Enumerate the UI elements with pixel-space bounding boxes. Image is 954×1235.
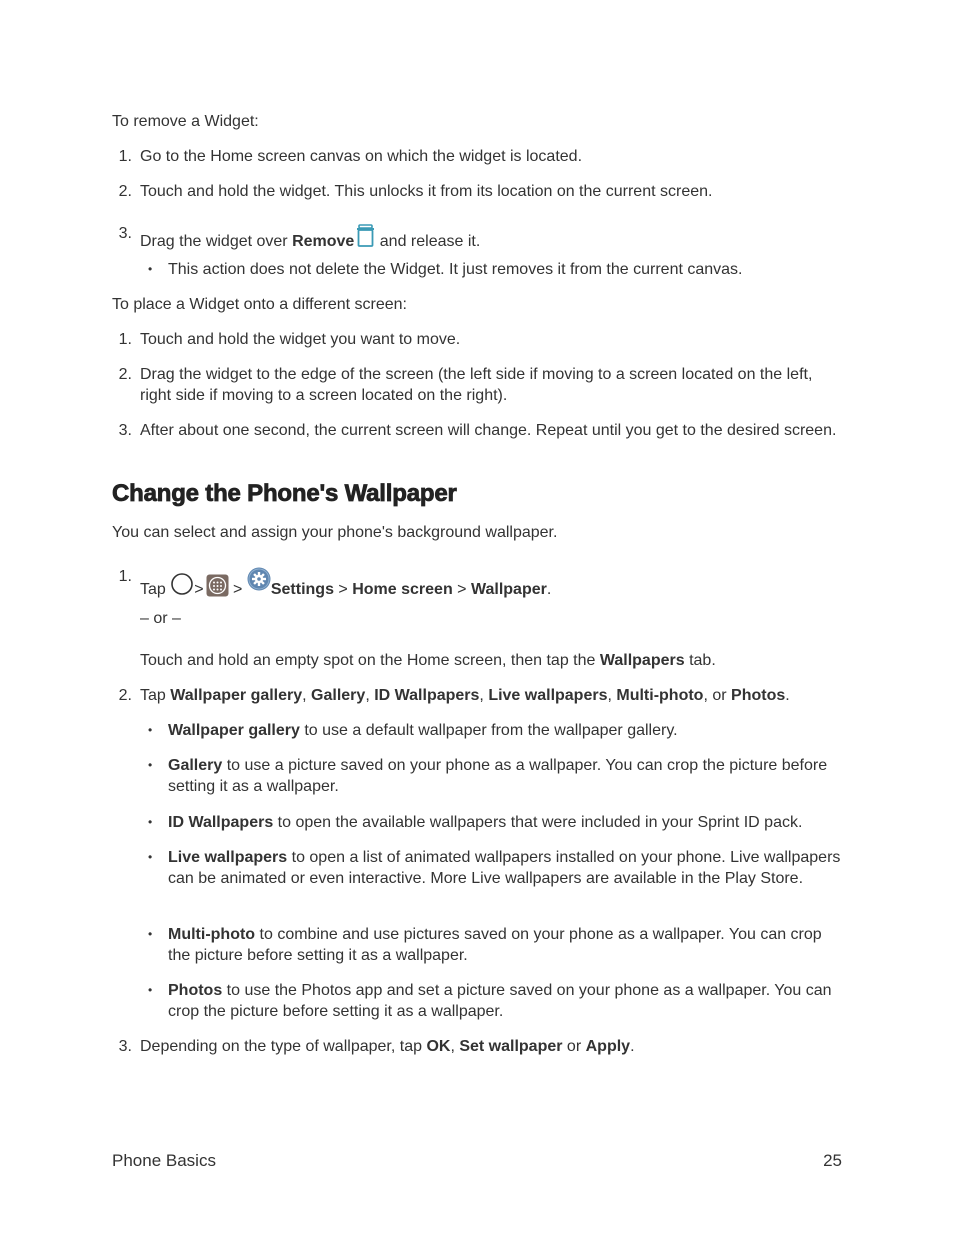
bullet-text [168, 755, 846, 797]
remove-label: Remove [292, 233, 355, 250]
bullet-text: This action does not delete the Widget. It just removes it from the current canvas. [168, 261, 743, 278]
step-text [140, 224, 842, 254]
bullet-body: to combine and use pictures saved on your phone as a wallpaper. You can crop the picture before setting it as a wallpaper. [168, 926, 822, 964]
home-screen-label: Home screen [352, 581, 453, 598]
bullet-body: to open a list of animated wallpapers installed on your phone. Live wallpapers can be animated or even interactive. More Live wallpapers are available in the Play Store. [168, 849, 841, 887]
footer-section-title: Phone Basics [112, 1151, 216, 1170]
bullet-bold: Wallpaper gallery [168, 722, 300, 739]
bullet-dot: • [148, 850, 153, 864]
period: . [546, 581, 552, 598]
comma: , [365, 687, 375, 704]
step-text [140, 685, 842, 706]
comma: , [479, 687, 489, 704]
section-heading: Change the Phone's Wallpaper [112, 480, 457, 507]
bullet-text [168, 847, 846, 889]
bullet-dot: • [148, 758, 153, 772]
home-icon [170, 573, 194, 603]
set-wallpaper-label: Set wallpaper [459, 1038, 563, 1055]
bullet-body: to use the Photos app and set a picture saved on your phone as a wallpaper. You can crop the picture before setting it as a wallpaper. [168, 982, 832, 1020]
settings-label: Settings [270, 581, 334, 598]
or-separator: – or – [140, 610, 181, 627]
or-word: , or [703, 687, 732, 704]
step-number: 2. [118, 687, 132, 704]
apply-label: Apply [585, 1038, 631, 1055]
ok-label: OK [426, 1038, 451, 1055]
settings-icon [247, 567, 271, 597]
comma: , [607, 687, 617, 704]
bullet-bold: Multi-photo [168, 926, 256, 943]
bullet-body: to open the available wallpapers that were included in your Sprint ID pack. [273, 814, 803, 831]
trash-icon [356, 224, 375, 254]
step-number: 1. [118, 331, 132, 348]
tap-label: Tap [140, 687, 171, 704]
bullet-bold: Live wallpapers [168, 849, 288, 866]
step-number: 3. [118, 422, 132, 439]
alt-post: tab. [684, 652, 716, 669]
bullet-bold: ID Wallpapers [168, 814, 274, 831]
step-text-pre: Depending on the type of wallpaper, tap [140, 1038, 427, 1055]
comma: , [302, 687, 312, 704]
step-text [140, 567, 842, 603]
period: . [785, 687, 790, 704]
tap-label: Tap [140, 581, 171, 598]
step-text [140, 1036, 842, 1057]
wallpaper-label: Wallpaper [470, 581, 547, 598]
move-widget-intro: To place a Widget onto a different screen: [112, 296, 407, 313]
step-number: 3. [118, 1038, 132, 1055]
step-text: Touch and hold the widget you want to move. [140, 331, 461, 348]
option-label: Multi-photo [616, 687, 704, 704]
bullet-dot: • [148, 723, 153, 737]
step-text: Touch and hold the widget. This unlocks it from its location on the current screen. [140, 183, 713, 200]
option-label: ID Wallpapers [374, 687, 480, 704]
wallpapers-tab-label: Wallpapers [599, 652, 685, 669]
step-number: 1. [118, 568, 132, 585]
wallpaper-intro: You can select and assign your phone's background wallpaper. [112, 524, 558, 541]
separator: > [338, 581, 348, 598]
alt-pre: Touch and hold an empty spot on the Home screen, then tap the [140, 652, 600, 669]
separator: > [457, 581, 467, 598]
step-text-pre: Drag the widget over [140, 233, 293, 250]
comma: , [450, 1038, 460, 1055]
step-text-post: and release it. [375, 233, 481, 250]
bullet-text [168, 812, 846, 833]
option-label: Gallery [311, 687, 366, 704]
remove-widget-intro: To remove a Widget: [112, 113, 259, 130]
step-number: 2. [118, 366, 132, 383]
page-number: 25 [823, 1151, 842, 1170]
option-label: Wallpaper gallery [170, 687, 303, 704]
step-number: 1. [118, 148, 132, 165]
bullet-dot: • [148, 815, 153, 829]
step-alt-text [140, 650, 842, 671]
bullet-dot: • [148, 927, 153, 941]
step-text: After about one second, the current screen will change. Repeat until you get to the desired screen. [140, 422, 837, 439]
step-number: 2. [118, 183, 132, 200]
separator: > [233, 581, 243, 598]
bullet-text [168, 720, 846, 741]
or-word: or [562, 1038, 586, 1055]
option-label: Photos [731, 687, 786, 704]
step-text: Go to the Home screen canvas on which the widget is located. [140, 148, 583, 165]
bullet-bold: Photos [168, 982, 223, 999]
bullet-bold: Gallery [168, 757, 223, 774]
bullet-dot: • [148, 262, 153, 276]
bullet-body: to use a picture saved on your phone as a wallpaper. You can crop the picture before setting it as a wallpaper. [168, 757, 828, 795]
period: . [630, 1038, 635, 1055]
separator: > [194, 581, 204, 598]
bullet-body: to use a default wallpaper from the wallpaper gallery. [299, 722, 678, 739]
option-label: Live wallpapers [488, 687, 608, 704]
step-number: 3. [118, 225, 132, 242]
apps-icon [206, 574, 229, 603]
step-text: Drag the widget to the edge of the screen (the left side if moving to a screen located on the left, right side if moving to a screen located on the right). [140, 366, 813, 404]
bullet-text [168, 980, 846, 1022]
bullet-dot: • [148, 983, 153, 997]
bullet-text [168, 924, 846, 966]
